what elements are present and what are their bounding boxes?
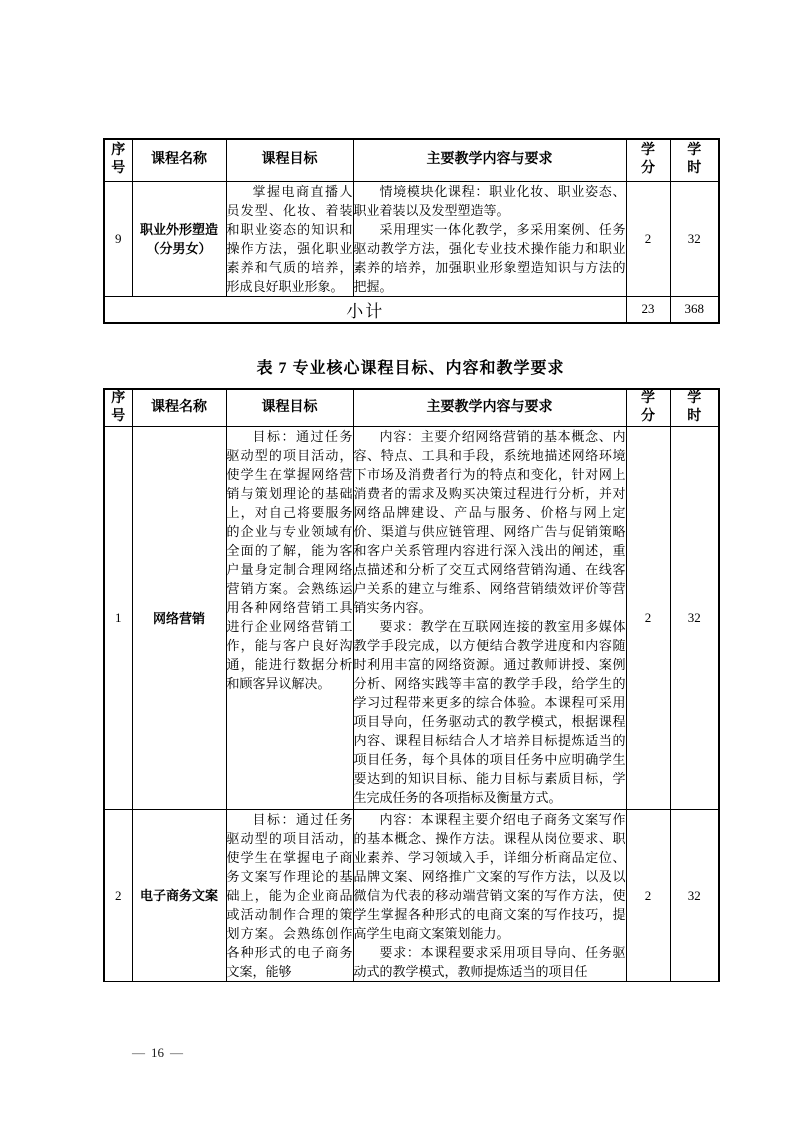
header-col-credit-label: 学分: [641, 143, 655, 177]
header-col-name: 课程名称: [132, 139, 226, 181]
course-number: 1: [104, 427, 132, 810]
content-paragraph: 内容：主要介绍网络营销的基本概念、内容、特点、工具和手段，系统地描述网络环境下市场及消费者行为的特点和变化，针对网上消费者的需求及购买决策过程进行分析，并对网络品牌建设、产品与服务、价格与网上定价、渠道与供应链管理、网络广告与促销策略和客户关系管理内容进行深入浅出的阐述，重点描述和分析了交互式网络营销沟通、在线客户关系的建立与维系、网络营销绩效评价等营销实务内容。: [353, 429, 626, 615]
course-content-cell: [353, 181, 626, 296]
course-number: 2: [104, 810, 132, 982]
subtotal-hours: 368: [670, 296, 719, 323]
course-table-continuation: [103, 138, 720, 324]
table-row: [104, 181, 719, 296]
course-name: 职业外形塑造（分男女）: [132, 181, 226, 296]
course-content-cell: [353, 427, 626, 810]
content-paragraph: 要求：本课程要求采用项目导向、任务驱动式的教学模式，教师提炼适当的项目任: [353, 945, 626, 979]
goal-paragraph: 目标：通过任务驱动型的项目活动，使学生在掌握电子商务文案写作理论的基础上，能为企业商品或活动制作合理的策划方案。会熟练创作各种形式的电子商务文案，能够: [226, 812, 353, 979]
subtotal-row: [104, 296, 719, 323]
table-header-row: [104, 139, 719, 181]
header-col-content: 主要教学内容与要求: [353, 389, 626, 427]
content-paragraph: 要求：教学在互联网连接的教室用多媒体教学手段完成，以方便结合教学进度和内容随时利用丰富的网络资源。通过教师讲授、案例分析、网络实践等丰富的教学手段，给学生的学习过程带来更多的综合体验。本课程可采用项目导向，任务驱动式的教学模式，根据课程内容、课程目标结合人才培养目标提炼适当的项目任务，每个具体的项目任务中应明确学生要达到的知识目标、能力目标与素质目标，学生完成任务的各项指标及衡量方式。: [353, 619, 626, 805]
subtotal-label: 小计: [104, 296, 626, 323]
course-name: 电子商务文案: [132, 810, 226, 982]
table7-title: 表 7 专业核心课程目标、内容和教学要求: [256, 360, 565, 377]
header-col-goal: 课程目标: [226, 389, 353, 427]
header-col-no-label: 序号: [111, 143, 126, 177]
table-row: [104, 427, 719, 810]
page-number: 16: [151, 1045, 164, 1060]
course-content-cell: [353, 810, 626, 982]
table-header-row: [104, 389, 719, 427]
footer-dash-right: —: [170, 1045, 183, 1060]
content-paragraph: 采用理实一体化教学，多采用案例、任务驱动教学方法，强化专业技术操作能力和职业素养的培养，加强职业形象塑造知识与方法的把握。: [353, 221, 626, 294]
course-goal-cell: [226, 181, 353, 296]
course-credit: 2: [626, 810, 670, 982]
course-credit: 2: [626, 427, 670, 810]
core-course-table: [103, 388, 720, 982]
content-paragraph: 内容：本课程主要介绍电子商务文案写作的基本概念、操作方法。课程从岗位要求、职业素养、学习领域入手，详细分析商品定位、品牌文案、网络推广文案的写作方法，以及以微信为代表的移动端营销文案的写作方法，使学生掌握各种形式的电商文案的写作技巧，提高学生电商文案策划能力。: [353, 812, 626, 941]
content-paragraph: 情境模块化课程：职业化妆、职业姿态、职业着装以及发型塑造等。: [353, 183, 626, 218]
subtotal-credit: 23: [626, 296, 670, 323]
header-col-name: 课程名称: [132, 389, 226, 427]
header-col-hours: [670, 139, 719, 181]
header-col-goal: 课程目标: [226, 139, 353, 181]
goal-paragraph: 掌握电商直播人员发型、化妆、着装和职业姿态的知识和操作方法，强化职业素养和气质的培养，形成良好职业形象。: [226, 183, 353, 294]
table-row: [104, 810, 719, 982]
course-name: 网络营销: [132, 427, 226, 810]
header-col-credit: [626, 139, 670, 181]
course-number: 9: [104, 181, 132, 296]
header-col-credit: [626, 389, 670, 427]
course-goal-cell: [226, 427, 353, 810]
goal-paragraph: 目标：通过任务驱动型的项目活动，使学生在掌握网络营销与策划理论的基础上，对自己将要服务的企业与专业领域有全面的了解，能为客户量身定制合理网络营销方案。会熟练运用各种网络营销工具进行企业网络营销工作，能与客户良好沟通，能进行数据分析和顾客异议解决。: [226, 429, 353, 691]
header-col-no-label: 序号: [111, 391, 126, 424]
course-credit: 2: [626, 181, 670, 296]
course-hours: 32: [670, 181, 719, 296]
page-footer: [126, 1045, 189, 1061]
course-hours: 32: [670, 427, 719, 810]
course-goal-cell: [226, 810, 353, 982]
header-col-no: [104, 139, 132, 181]
course-hours: 32: [670, 810, 719, 982]
header-col-content: 主要教学内容与要求: [353, 139, 626, 181]
header-col-hours: [670, 389, 719, 427]
header-col-no: [104, 389, 132, 427]
footer-dash-left: —: [132, 1045, 145, 1060]
header-col-hours-label: 学时: [687, 391, 702, 424]
header-col-hours-label: 学时: [687, 143, 702, 177]
header-col-credit-label: 学分: [641, 391, 655, 424]
